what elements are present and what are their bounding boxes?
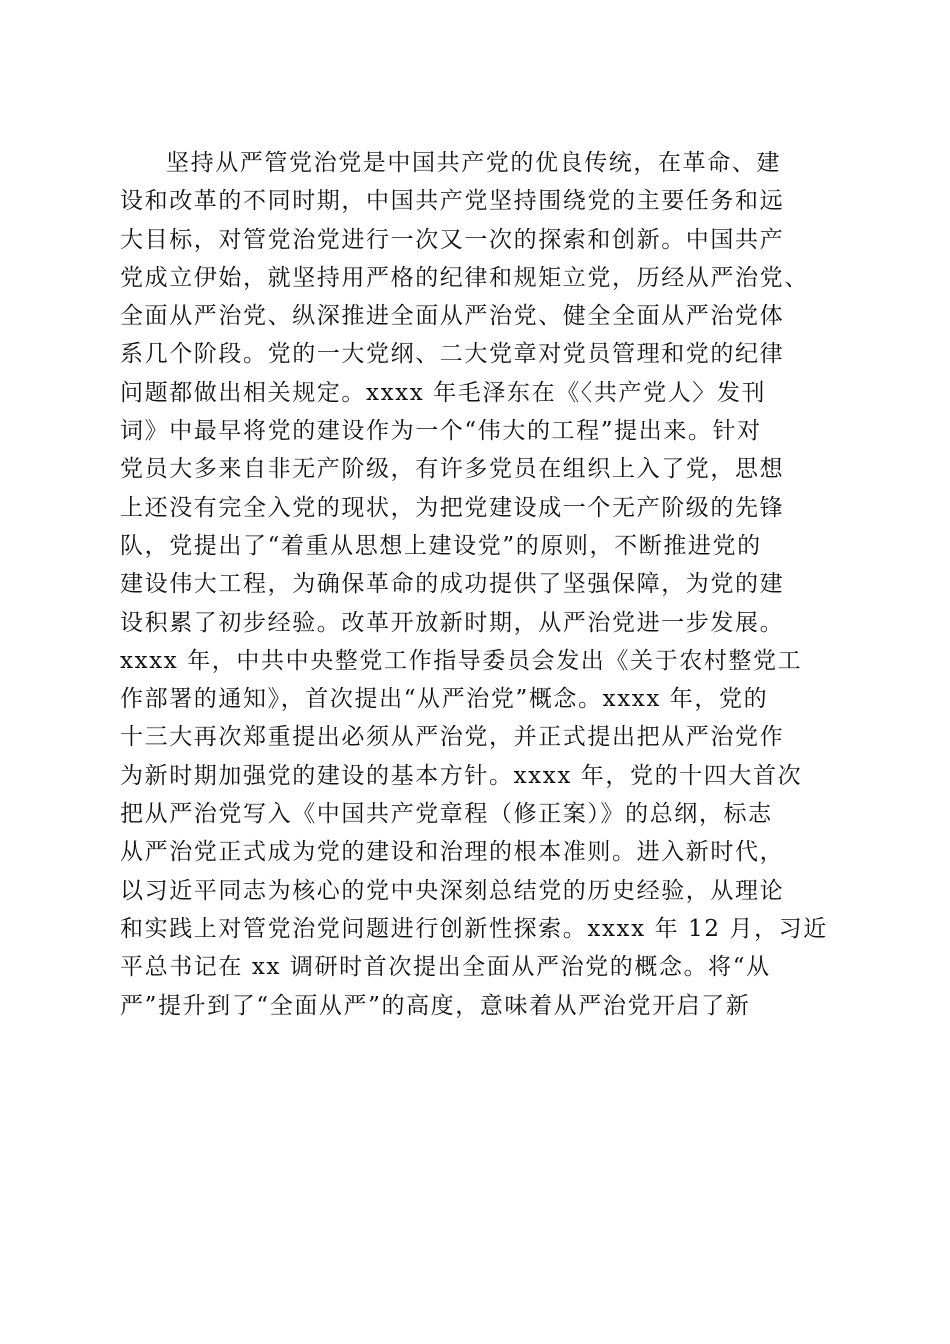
text-line: 坚持从严管党治党是中国共产党的优良传统，在革命、建: [166, 150, 781, 176]
text-line: 和实践上对管党治党问题进行创新性探索。xxxx 年 12 月，习近: [120, 915, 828, 942]
text-line: 以习近平同志为核心的党中央深刻总结党的历史经验，从理论: [120, 877, 785, 904]
text-line: 把从严治党写入《中国共产党章程（修正案）》的总纲，标志: [120, 801, 773, 828]
text-line: 党成立伊始，就坚持用严格的纪律和规矩立党，历经从严治党、: [120, 264, 809, 291]
text-line: 建设伟大工程，为确保革命的成功提供了坚强保障，为党的建: [120, 571, 785, 598]
text-line: 词》中最早将党的建设作为一个“伟大的工程”提出来。针对: [120, 418, 762, 445]
text-line: 平总书记在 xx 调研时首次提出全面从严治党的概念。将“从: [120, 954, 771, 981]
text-line: 设和改革的不同时期，中国共产党坚持围绕党的主要任务和远: [120, 188, 785, 215]
text-line: 党员大多来自非无产阶级，有许多党员在组织上入了党，思想: [120, 456, 785, 483]
text-line: 从严治党正式成为党的建设和治理的根本准则。进入新时代，: [120, 839, 785, 866]
text-line: 为新时期加强党的建设的基本方针。xxxx 年，党的十四大首次: [120, 762, 803, 789]
text-line: 设积累了初步经验。改革开放新时期，从严治党进一步发展。: [120, 609, 785, 636]
text-line: 队，党提出了“着重从思想上建设党”的原则，不断推进党的: [120, 532, 762, 559]
text-line: 大目标，对管党治党进行一次又一次的探索和创新。中国共产: [120, 226, 785, 253]
text-line: 作部署的通知》，首次提出“从严治党”概念。xxxx 年，党的: [120, 686, 769, 713]
text-line: 十三大再次郑重提出必须从严治党，并正式提出把从严治党作: [120, 724, 785, 751]
text-line: 严”提升到了“全面从严”的高度，意味着从严治党开启了新: [120, 992, 751, 1019]
text-line: xxxx 年，中共中央整党工作指导委员会发出《关于农村整党工: [120, 647, 803, 674]
text-line: 上还没有完全入党的现状，为把党建设成一个无产阶级的先锋: [120, 494, 785, 521]
body-paragraph: [120, 144, 832, 1025]
text-line: 系几个阶段。党的一大党纲、二大党章对党员管理和党的纪律: [120, 341, 785, 368]
text-line: 问题都做出相关规定。xxxx 年毛泽东在《〈共产党人〉发刊: [120, 379, 767, 406]
text-line: 全面从严治党、纵深推进全面从严治党、健全全面从严治党体: [120, 303, 785, 330]
